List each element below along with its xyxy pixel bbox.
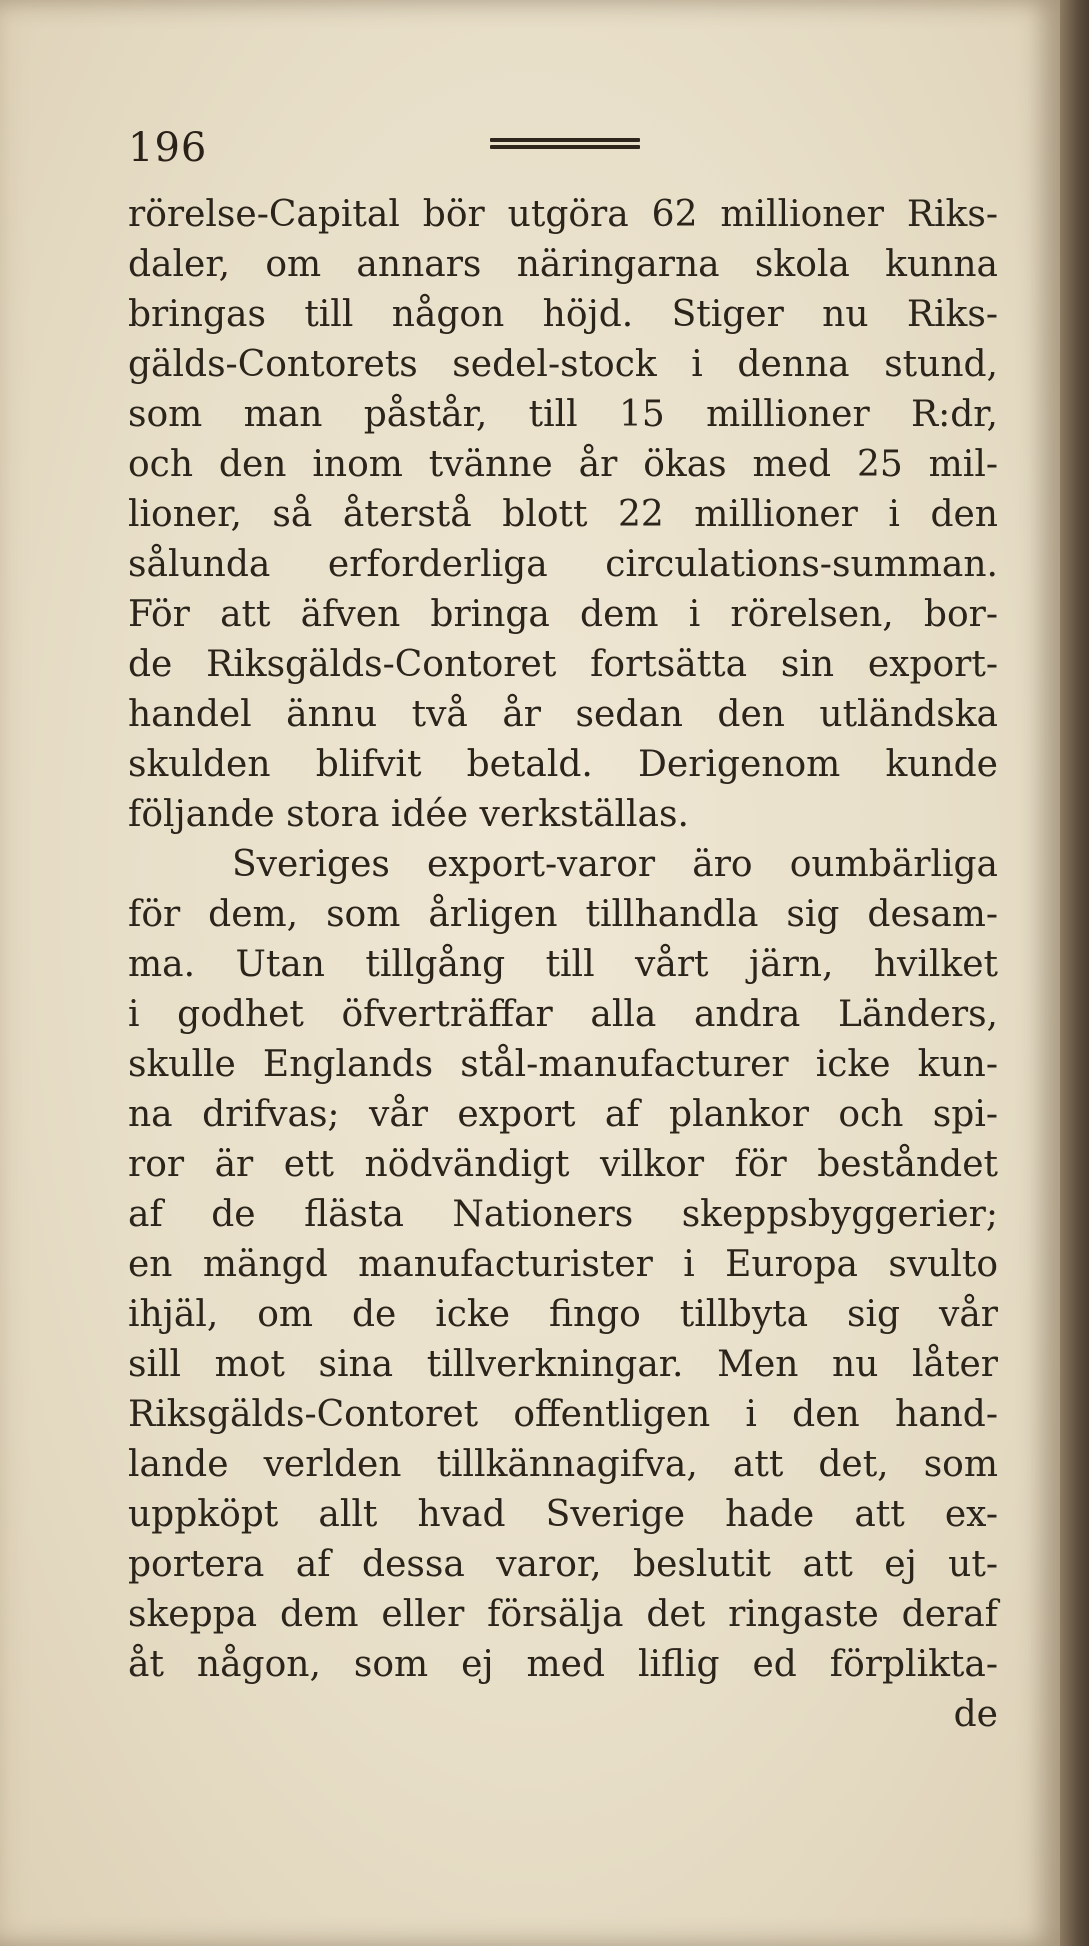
- body-text: [128, 190, 998, 1750]
- paragraph-end-line: följande stora idée verkställas.: [128, 794, 689, 835]
- text-line: och den inom tvänne år ökas med 25 mil-: [128, 444, 998, 485]
- text-line: lioner, så återstå blott 22 millioner i den: [128, 494, 998, 535]
- text-line: bringas till någon höjd. Stiger nu Riks-: [128, 294, 998, 335]
- text-line: sålunda erforderliga circulations-summan.: [128, 544, 998, 585]
- text-line: skeppa dem eller försälja det ringaste deraf: [128, 1594, 998, 1635]
- ornament-rule-top: [490, 138, 640, 142]
- page-header: [128, 118, 928, 178]
- text-line: åt någon, som ej med liflig ed förplikta-: [128, 1644, 998, 1685]
- ornament-rule-bottom: [490, 145, 640, 149]
- text-line: rörelse-Capital bör utgöra 62 millioner Riks-: [128, 194, 998, 235]
- text-line: För att äfven bringa dem i rörelsen, bor-: [128, 594, 998, 635]
- header-rule-ornament: [490, 138, 640, 156]
- text-line: skulden blifvit betald. Derigenom kunde: [128, 744, 998, 785]
- text-line: daler, om annars näringarna skola kunna: [128, 244, 998, 285]
- catchword: de: [953, 1694, 998, 1735]
- text-line: en mängd manufacturister i Europa svulto: [128, 1244, 998, 1285]
- text-line: portera af dessa varor, beslutit att ej ut-: [128, 1544, 998, 1585]
- text-line: skulle Englands stål-manufacturer icke kun-: [128, 1044, 998, 1085]
- text-line: lande verlden tillkännagifva, att det, som: [128, 1444, 998, 1485]
- text-line: handel ännu två år sedan den utländska: [128, 694, 998, 735]
- page-number: 196: [128, 125, 208, 171]
- text-line: de Riksgälds-Contoret fortsätta sin export-: [128, 644, 998, 685]
- text-line: gälds-Contorets sedel-stock i denna stund,: [128, 344, 998, 385]
- text-line: uppköpt allt hvad Sverige hade att ex-: [128, 1494, 998, 1535]
- text-line: ror är ett nödvändigt vilkor för beståndet: [128, 1144, 998, 1185]
- page-edge-shadow: [1060, 0, 1089, 1946]
- text-line: för dem, som årligen tillhandla sig desam-: [128, 894, 998, 935]
- text-line: i godhet öfverträffar alla andra Länders,: [128, 994, 998, 1035]
- text-line: ma. Utan tillgång till vårt järn, hvilket: [128, 944, 998, 985]
- text-line: som man påstår, till 15 millioner R:dr,: [128, 394, 998, 435]
- text-line: sill mot sina tillverkningar. Men nu låter: [128, 1344, 998, 1385]
- text-line: Riksgälds-Contoret offentligen i den hand-: [128, 1394, 998, 1435]
- text-line: na drifvas; vår export af plankor och spi-: [128, 1094, 998, 1135]
- text-line: af de flästa Nationers skeppsbyggerier;: [128, 1194, 998, 1235]
- paragraph-start-line: Sveriges export-varor äro oumbärliga: [232, 844, 998, 885]
- text-line: ihjäl, om de icke fingo tillbyta sig vår: [128, 1294, 998, 1335]
